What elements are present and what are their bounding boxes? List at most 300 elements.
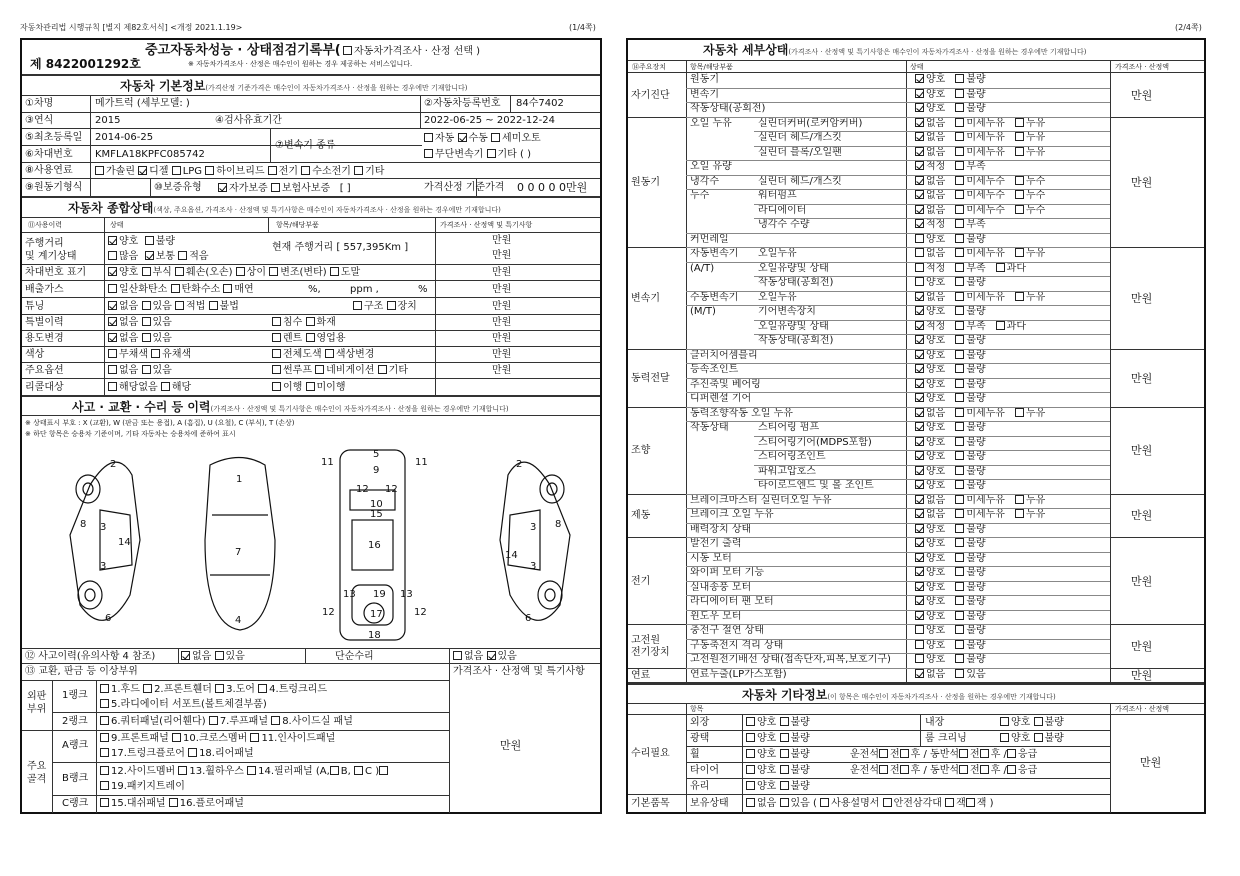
detail-state-options (915, 248, 1055, 259)
overall-h1: ⑪사용이력 (28, 221, 63, 229)
state-checkbox[interactable] (915, 263, 924, 272)
state-checkbox[interactable] (915, 567, 924, 576)
state-option-label: 누수 (1025, 175, 1046, 187)
state-checkbox[interactable] (915, 437, 924, 446)
state-checkbox[interactable] (955, 567, 964, 576)
state-checkbox[interactable] (955, 74, 964, 83)
state-option-label: 없음 (926, 509, 946, 520)
state-checkbox[interactable] (955, 176, 964, 185)
detail-state-options (915, 379, 996, 390)
current-mileage: 현재 주행거리 [ 557,395Km ] (272, 242, 409, 253)
state-checkbox[interactable] (955, 103, 964, 112)
state-option-label: 미세누유 (966, 407, 1005, 419)
state-checkbox[interactable] (955, 292, 964, 301)
detail-subitem-label: 스티어링기어(MDPS포함) (758, 436, 872, 448)
state-option-label: 양호 (926, 567, 946, 578)
svg-text:18: 18 (368, 630, 381, 641)
state-checkbox[interactable] (915, 234, 924, 243)
detail-state-options (915, 234, 996, 245)
state-checkbox[interactable] (915, 292, 924, 301)
state-checkbox[interactable] (915, 553, 924, 562)
detail-item-label: 시동 모터 (690, 552, 732, 564)
mileage-label: 주행거리 및 계기상태 (25, 238, 77, 262)
reg-no-label: ②자동차등록번호 (424, 98, 501, 109)
detail-item-label: 작동상태 (690, 422, 729, 433)
state-checkbox[interactable] (915, 654, 924, 663)
state-option-label: 불량 (966, 552, 986, 564)
detail-item-label: 추진축및 베어링 (690, 378, 761, 390)
detail-group-label: 동력전달 (631, 372, 670, 384)
svg-text:5: 5 (373, 449, 380, 460)
state-checkbox[interactable] (955, 379, 964, 388)
detail-h2: 항목/해당부품 (690, 63, 733, 71)
state-checkbox[interactable] (915, 495, 924, 504)
state-option-label: 미세누수 (966, 175, 1005, 187)
trans-options-2: 무단변속기 기타 ( ) (424, 149, 531, 160)
rankB-label: B랭크 (62, 773, 89, 784)
svg-text:6: 6 (105, 613, 112, 624)
state-option-label: 없음 (926, 668, 946, 680)
page-number-2: (2/4쪽) (1175, 23, 1202, 32)
state-option-label: 양호 (926, 596, 946, 607)
state-checkbox[interactable] (955, 364, 964, 373)
state-checkbox[interactable] (1015, 248, 1024, 257)
state-checkbox[interactable] (955, 611, 964, 620)
detail-group-price: 만원 (1131, 444, 1153, 457)
state-option-label: 불량 (966, 625, 986, 636)
option-options-2: 썬루프 네비게이션 기타 (272, 365, 408, 376)
detail-state-options (915, 161, 996, 172)
state-option-label: 불량 (966, 596, 986, 607)
state-checkbox[interactable] (955, 451, 964, 460)
state-checkbox[interactable] (1015, 118, 1024, 127)
page-number-1: (1/4쪽) (569, 23, 596, 32)
state-checkbox[interactable] (915, 625, 924, 634)
state-option-label: 없음 (926, 494, 946, 506)
mileage-state-2: 많음 보통 적음 (108, 251, 209, 262)
detail-state-options (915, 147, 1055, 158)
detail-state-options (915, 335, 996, 346)
state-option-label: 없음 (926, 204, 946, 216)
state-checkbox[interactable] (955, 205, 964, 214)
state-checkbox[interactable] (955, 582, 964, 591)
svg-text:12: 12 (356, 484, 369, 495)
overall-h2: 상태 (110, 221, 124, 229)
overall-price-5: 만원 (492, 301, 512, 312)
state-checkbox[interactable] (955, 495, 964, 504)
state-checkbox[interactable] (915, 408, 924, 417)
detail-subitem-label: 타이로드엔드 및 볼 조인트 (758, 480, 874, 491)
first-reg-label: ⑤최초등록일 (25, 132, 83, 143)
state-option-label: 양호 (926, 393, 946, 404)
overall-price-8: 만원 (492, 349, 512, 360)
detail-subitem-label: 기어변속장치 (758, 306, 816, 317)
vin-mark-options: 양호 부식 훼손(오손) 상이 변조(변타) 도말 (108, 267, 360, 278)
detail-group-price: 만원 (1131, 175, 1153, 189)
state-checkbox[interactable] (915, 538, 924, 547)
svg-text:1: 1 (236, 474, 243, 485)
emission-label: 배출가스 (25, 284, 64, 295)
state-option-label: 양호 (926, 422, 946, 433)
state-checkbox[interactable] (1015, 147, 1024, 156)
state-checkbox[interactable] (915, 161, 924, 170)
detail-state-options (915, 263, 1036, 274)
emission-unit-3: % (418, 284, 428, 295)
state-checkbox[interactable] (955, 480, 964, 489)
emission-unit-2: ppm , (350, 284, 379, 295)
state-checkbox[interactable] (915, 364, 924, 373)
detail-item-label: 고전원전기배선 상태(접속단자,피복,보호기구) (690, 654, 891, 665)
state-checkbox[interactable] (915, 480, 924, 489)
detail-state-options (915, 132, 1055, 143)
detail-subitem-label: 작동상태(공회전) (758, 277, 834, 288)
detail-state-options (915, 466, 996, 477)
wheel-options: 양호 불량 (746, 749, 810, 760)
price-select-checkbox[interactable] (343, 46, 352, 55)
state-checkbox[interactable] (915, 118, 924, 127)
detail-state-options (915, 205, 1055, 216)
state-checkbox[interactable] (955, 509, 964, 518)
state-checkbox[interactable] (955, 422, 964, 431)
state-checkbox[interactable] (955, 321, 964, 330)
state-option-label: 없음 (926, 175, 946, 187)
state-option-label: 불량 (966, 465, 986, 477)
detail-group-label: 변속기 (631, 292, 660, 304)
detail-item-label: 커먼레일 (690, 233, 729, 245)
detail-state-options (915, 364, 996, 375)
color-options-2: 전체도색 색상변경 (272, 349, 374, 360)
state-checkbox[interactable] (915, 335, 924, 344)
state-checkbox[interactable] (915, 321, 924, 330)
engine-type-label: ⑨원동기형식 (25, 182, 83, 193)
state-checkbox[interactable] (915, 422, 924, 431)
state-checkbox[interactable] (915, 277, 924, 286)
state-checkbox[interactable] (915, 509, 924, 518)
detail-item-label: 등속조인트 (690, 364, 739, 375)
detail-state-options (915, 393, 996, 404)
glass-label: 유리 (690, 781, 710, 792)
state-checkbox[interactable] (915, 393, 924, 402)
detail-item-label: 수동변속기 (690, 291, 739, 303)
svg-text:13: 13 (343, 589, 356, 600)
detail-item-label: 배력장치 상태 (690, 523, 752, 535)
state-option-label: 양호 (926, 378, 946, 390)
state-option-label: 양호 (926, 480, 946, 491)
transmission-label: ⑦변속기 종류 (275, 140, 336, 151)
detail-subitem-label: 오일누유 (758, 291, 797, 303)
state-checkbox[interactable] (915, 219, 924, 228)
state-checkbox[interactable] (955, 219, 964, 228)
state-checkbox[interactable] (1015, 176, 1024, 185)
use-options-2: 렌트 영업용 (272, 333, 346, 344)
state-checkbox[interactable] (915, 451, 924, 460)
state-checkbox[interactable] (955, 466, 964, 475)
state-checkbox[interactable] (955, 190, 964, 199)
detail-subitem-label: 스티어링조인트 (758, 451, 826, 462)
state-checkbox[interactable] (915, 640, 924, 649)
overall-h4: 가격조사 · 산정액 및 특기사항 (440, 221, 533, 229)
state-checkbox[interactable] (955, 118, 964, 127)
rankA-label: A랭크 (62, 740, 89, 751)
detail-item-label: 충전구 절연 상태 (690, 625, 764, 636)
simple-repair-label: 단순수리 (335, 651, 374, 662)
state-checkbox[interactable] (955, 335, 964, 344)
interior-label: 내장 (925, 717, 945, 728)
detail-item-label: 구동축전지 격리 상태 (690, 639, 784, 651)
state-option-label: 미세누수 (966, 204, 1005, 216)
state-option-label: 불량 (966, 567, 986, 578)
state-checkbox[interactable] (955, 234, 964, 243)
state-checkbox[interactable] (955, 277, 964, 286)
state-checkbox[interactable] (1015, 292, 1024, 301)
detail-state-options (915, 103, 996, 114)
tire-label: 타이어 (690, 765, 719, 776)
state-checkbox[interactable] (915, 611, 924, 620)
state-option-label: 부족 (966, 262, 986, 274)
tuning-options-2: 구조 장치 (353, 301, 417, 312)
detail-state-options (915, 553, 996, 564)
detail-state-options (915, 654, 996, 665)
emission-options: 일산화탄소 탄화수소 매연 (108, 284, 254, 295)
state-option-label: 불량 (966, 233, 986, 245)
state-option-label: 누유 (1025, 132, 1046, 143)
document-number: 제 8422001292호 (30, 57, 141, 71)
detail-state-options (915, 89, 996, 100)
detail-state-options (915, 596, 996, 607)
state-option-label: 부족 (966, 320, 986, 332)
state-checkbox[interactable] (955, 161, 964, 170)
state-checkbox[interactable] (955, 408, 964, 417)
state-checkbox[interactable] (1015, 495, 1024, 504)
svg-text:12: 12 (322, 607, 335, 618)
state-checkbox[interactable] (915, 205, 924, 214)
state-checkbox[interactable] (996, 321, 1005, 330)
detail-group-label: 연료 (631, 669, 651, 681)
state-checkbox[interactable] (955, 132, 964, 141)
detail-subitem-label: 실린더 헤드/개스킷 (758, 132, 842, 143)
detail-group-label: 조향 (631, 445, 651, 456)
detail-state-options (915, 176, 1055, 187)
state-checkbox[interactable] (1015, 190, 1024, 199)
state-option-label: 불량 (966, 436, 986, 448)
svg-text:4: 4 (235, 615, 242, 626)
state-option-label: 불량 (966, 88, 986, 100)
emission-unit-1: %, (308, 284, 321, 295)
state-checkbox[interactable] (955, 147, 964, 156)
state-checkbox[interactable] (955, 263, 964, 272)
detail-subitem-label: 라디에이터 (758, 204, 807, 216)
detail-desc: (가격조사 · 산정액 및 특기사항은 매수인이 자동차가격조사 · 산정을 원하는 경우에만 기재합니다) (788, 48, 1087, 56)
state-checkbox[interactable] (955, 306, 964, 315)
detail-h3: 상태 (910, 63, 924, 71)
state-option-label: 불량 (966, 364, 986, 375)
state-option-label: 불량 (966, 654, 986, 665)
state-option-label: 불량 (966, 393, 986, 404)
state-option-label: 불량 (966, 335, 986, 346)
overall-price-7: 만원 (492, 333, 512, 344)
state-option-label: 없음 (926, 132, 946, 143)
price-select-check[interactable] (343, 46, 480, 57)
state-checkbox[interactable] (915, 103, 924, 112)
state-checkbox[interactable] (915, 132, 924, 141)
state-checkbox[interactable] (996, 263, 1005, 272)
state-option-label: 누수 (1025, 204, 1046, 216)
state-checkbox[interactable] (915, 524, 924, 533)
detail-state-options (915, 292, 1055, 303)
overall-price-6: 만원 (492, 317, 512, 328)
detail-state-options (915, 437, 996, 448)
state-option-label: 불량 (966, 523, 986, 535)
detail-item-label: 변속기 (690, 88, 719, 100)
detail-item-label: 라디에이터 팬 모터 (690, 596, 774, 607)
state-checkbox[interactable] (915, 176, 924, 185)
detail-h1: ⑭주요장치 (632, 63, 667, 71)
exterior-label: 외장 (690, 717, 710, 728)
state-checkbox[interactable] (955, 89, 964, 98)
state-option-label: 양호 (926, 610, 946, 622)
state-checkbox[interactable] (955, 437, 964, 446)
state-option-label: 있음 (966, 668, 986, 680)
state-option-label: 없음 (926, 190, 946, 201)
state-checkbox[interactable] (915, 350, 924, 359)
inspection-value: 2022-06-25 ~ 2022-12-24 (424, 115, 555, 126)
accident-title: 사고 · 교환 · 수리 등 이력 (72, 400, 211, 414)
state-option-label: 미세누유 (966, 291, 1005, 303)
rankB-row-1: 12.사이드멤버 13.휠하우스 14.필러패널 (A, B, C ) (100, 766, 390, 777)
state-option-label: 양호 (926, 103, 946, 114)
state-checkbox[interactable] (955, 393, 964, 402)
detail-h4: 가격조사 · 산정액 (1115, 63, 1170, 71)
state-checkbox[interactable] (1015, 408, 1024, 417)
detail-state-options (915, 190, 1055, 201)
svg-text:11: 11 (415, 457, 428, 468)
state-checkbox[interactable] (1015, 132, 1024, 141)
rank2-row: 6.쿼터패널(리어휀다) 7.루프패널 8.사이드실 패널 (100, 716, 353, 727)
other-h2: 가격조사 · 산정액 (1115, 705, 1170, 713)
detail-item-label: 윈도우 모터 (690, 610, 742, 622)
rankA-row-1: 9.프론트패널 10.크로스멤버 11.인사이드패널 (100, 733, 335, 744)
state-checkbox[interactable] (955, 625, 964, 634)
state-checkbox[interactable] (915, 147, 924, 156)
rankA-row-2: 17.트렁크플로어 18.리어패널 (100, 748, 254, 759)
basic-info-desc: (가격산정 기준가격은 매수인이 자동차가격조사 · 산정을 원하는 경우에만 기재합니다) (205, 84, 468, 92)
state-checkbox[interactable] (955, 538, 964, 547)
svg-text:11: 11 (321, 457, 334, 468)
state-checkbox[interactable] (915, 596, 924, 605)
state-checkbox[interactable] (915, 582, 924, 591)
svg-text:13: 13 (400, 589, 413, 600)
state-checkbox[interactable] (955, 654, 964, 663)
state-option-label: 미세누유 (966, 117, 1005, 129)
state-checkbox[interactable] (955, 640, 964, 649)
detail-state-options (915, 74, 996, 85)
rankC-row: 15.대쉬패널 16.플로어패널 (100, 798, 244, 809)
state-option-label: 양호 (926, 74, 946, 85)
state-checkbox[interactable] (915, 306, 924, 315)
state-checkbox[interactable] (955, 553, 964, 562)
detail-group-label: 자기진단 (631, 89, 670, 101)
state-checkbox[interactable] (955, 669, 964, 678)
other-price: 만원 (1140, 756, 1162, 769)
detail-item-label: 오일 누유 (690, 117, 732, 129)
parts-price: 만원 (500, 739, 522, 752)
vin-value: KMFLA18KPFC085742 (95, 149, 205, 160)
detail-item-label: 브레이크마스터 실린더오일 누유 (690, 494, 832, 506)
accident-history-options: 없음 있음 (181, 651, 245, 662)
rank1-label: 1랭크 (62, 690, 88, 701)
fuel-options: 가솔린 디젤 LPG 하이브리드 전기 수소전기 기타 (95, 166, 384, 177)
svg-text:3: 3 (100, 522, 107, 533)
state-option-label: 불량 (966, 349, 986, 361)
state-option-label: 양호 (926, 88, 946, 100)
state-option-label: 양호 (926, 552, 946, 564)
state-checkbox[interactable] (1015, 205, 1024, 214)
state-checkbox[interactable] (915, 190, 924, 199)
svg-text:14: 14 (505, 550, 518, 561)
state-checkbox[interactable] (915, 669, 924, 678)
state-checkbox[interactable] (955, 248, 964, 257)
basic-info-title: 자동차 기본정보 (120, 79, 206, 93)
svg-text:6: 6 (525, 613, 532, 624)
detail-item-label: 실내송풍 모터 (690, 581, 752, 593)
parts-header: ⑬ 교환, 판금 등 이상부위 (25, 666, 138, 677)
warranty-options: 자가보증 보험사보증 [ ] (218, 183, 351, 194)
color-label: 색상 (25, 349, 45, 360)
state-checkbox[interactable] (915, 248, 924, 257)
state-checkbox[interactable] (915, 379, 924, 388)
state-checkbox[interactable] (915, 74, 924, 83)
detail-state-options (915, 422, 996, 433)
overall-price-2: 만원 (492, 250, 512, 261)
reg-no-value: 84수7402 (516, 98, 564, 109)
parts-price-header: 가격조사 · 산정액 및 특기사항 (453, 666, 585, 677)
detail-group-price: 만원 (1131, 291, 1153, 305)
fuel-label: ⑧사용연료 (25, 165, 73, 176)
detail-item-label: 원동기 (690, 74, 719, 85)
state-option-label: 누유 (1025, 291, 1046, 303)
detail-item-label: 작동상태(공회전) (690, 103, 766, 114)
recall-options-2: 이행 미이행 (272, 382, 346, 393)
gloss-label: 광택 (690, 733, 710, 744)
state-checkbox[interactable] (1015, 509, 1024, 518)
state-checkbox[interactable] (915, 466, 924, 475)
state-option-label: 불량 (966, 306, 986, 317)
state-option-label: 불량 (966, 103, 986, 114)
state-option-label: 없음 (926, 407, 946, 419)
rank1-row-1: 1.후드 2.프론트휀더 3.도어 4.트렁크리드 (100, 684, 327, 695)
interior-options: 양호 불량 (1000, 717, 1064, 728)
detail-subitem-label: 오일유량및 상태 (758, 262, 829, 274)
detail-state-options (915, 408, 1055, 419)
special-options: 없음 있음 (108, 317, 172, 328)
detail-group-price: 만원 (1131, 509, 1153, 523)
glass-options: 양호 불량 (746, 781, 810, 792)
svg-text:9: 9 (373, 465, 380, 476)
state-option-label: 양호 (926, 306, 946, 317)
state-checkbox[interactable] (915, 89, 924, 98)
state-option-label: 부족 (966, 161, 986, 172)
vin-label: ⑥차대번호 (25, 149, 73, 160)
accident-desc: (가격조사 · 산정액 및 특기사항은 매수인이 자동차가격조사 · 산정을 원하는 경우에만 기재합니다) (210, 405, 509, 413)
state-option-label: 불량 (966, 581, 986, 593)
state-option-label: 미세누유 (966, 494, 1005, 506)
state-checkbox[interactable] (955, 524, 964, 533)
tuning-options: 없음 있음 적법 불법 (108, 301, 239, 312)
state-checkbox[interactable] (955, 596, 964, 605)
state-checkbox[interactable] (955, 350, 964, 359)
state-option-label: 미세누유 (966, 248, 1005, 259)
detail-subitem-label: 스티어링 펌프 (758, 422, 820, 433)
